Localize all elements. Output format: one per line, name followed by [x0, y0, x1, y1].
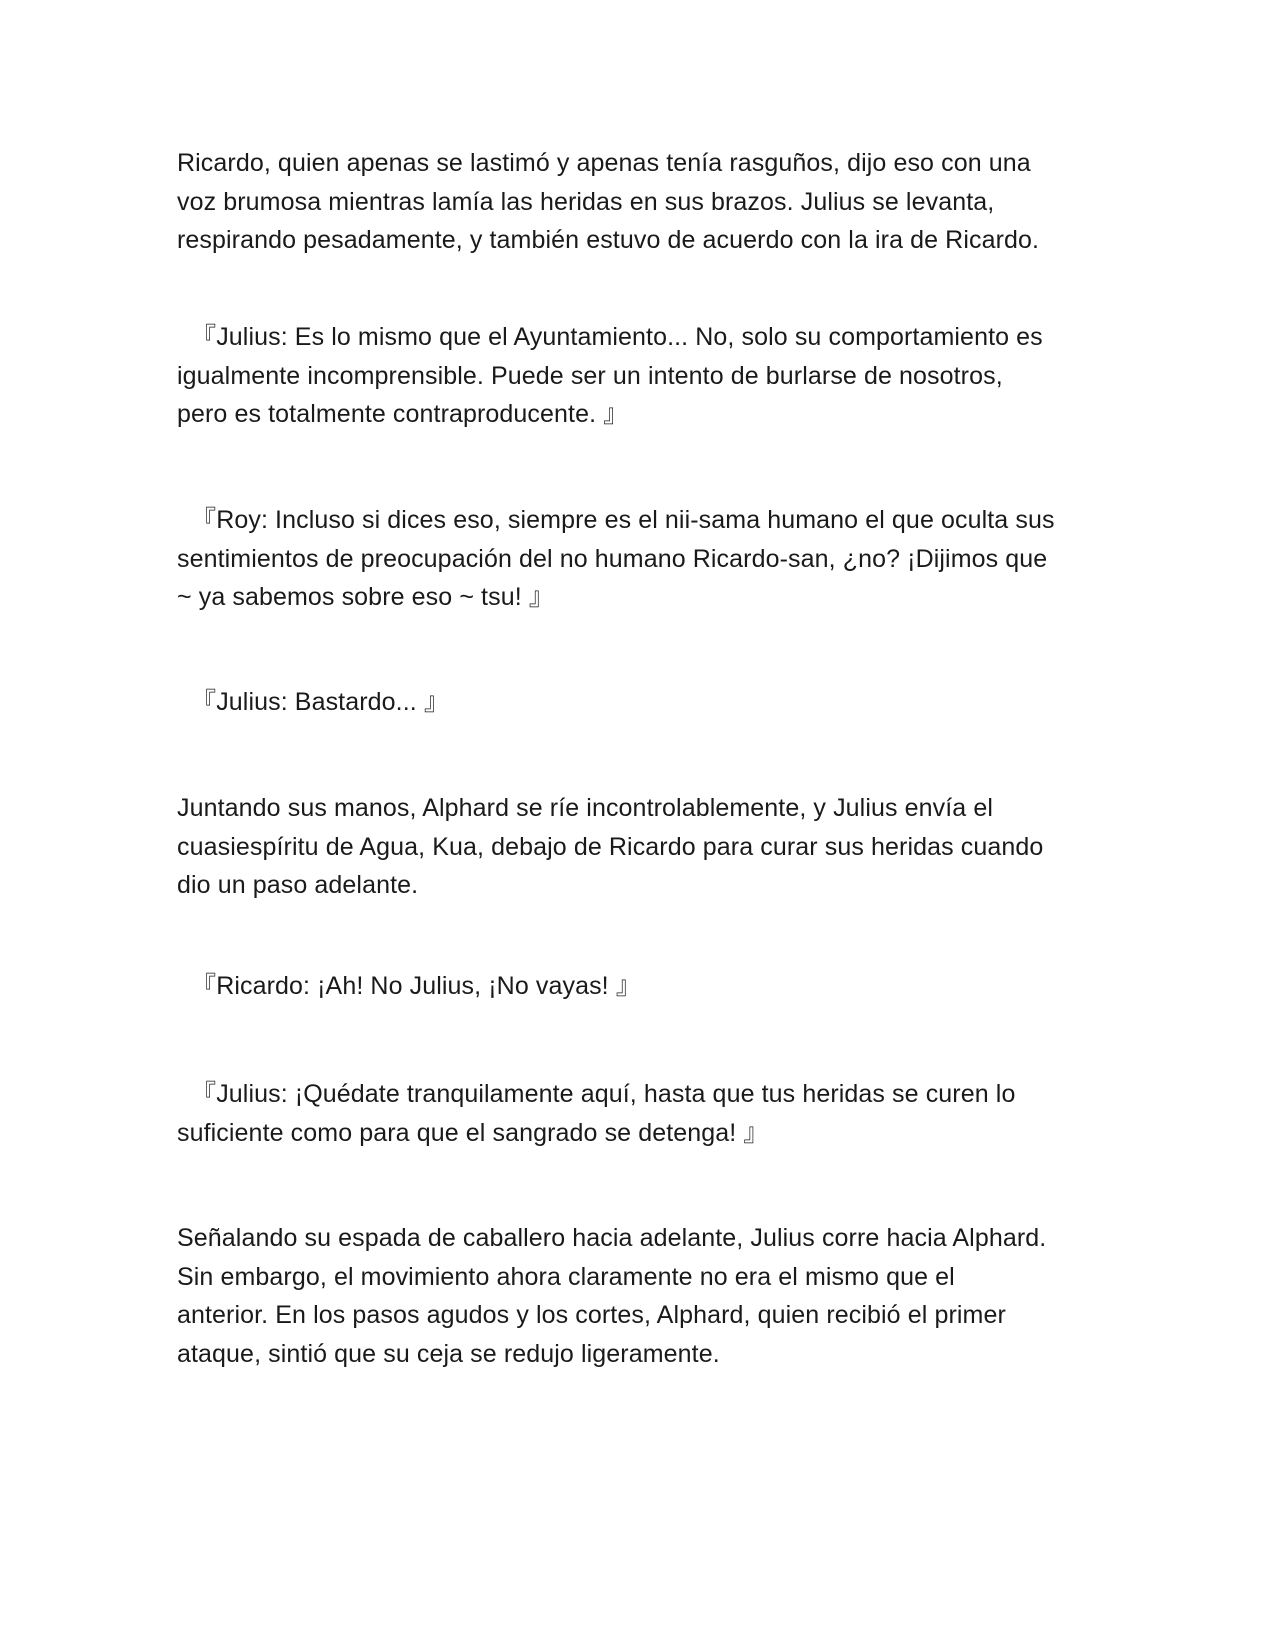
paragraph-narration-2: Juntando sus manos, Alphard se ríe incontrolablemente, y Julius envía el cuasiespíritu de Agua, Kua, debajo de Ricardo para curar sus heridas cuando dio un paso adelante.: [177, 794, 1044, 899]
dialogue-roy: 『Roy: Incluso si dices eso, siempre es el nii-sama humano el que oculta sus sentimientos de preocupación del no humano Ricardo-san, ¿no? ¡Dijimos que ~ ya sabemos sobre eso ~ tsu! 』: [177, 506, 1055, 611]
paragraph-narration-1: Ricardo, quien apenas se lastimó y apenas tenía rasguños, dijo eso con una voz brumosa mientras lamía las heridas en sus brazos. Julius se levanta, respirando pesadamente, y también estuvo de acuerdo con la ira de Ricardo.: [177, 149, 1040, 254]
dialogue-ricardo: 『Ricardo: ¡Ah! No Julius, ¡No vayas! 』: [177, 972, 641, 1000]
dialogue-julius-3: 『Julius: ¡Quédate tranquilamente aquí, hasta que tus heridas se curen lo suficiente como para que el sangrado se detenga! 』: [177, 1080, 1016, 1147]
dialogue-julius-2: 『Julius: Bastardo... 』: [177, 688, 449, 716]
dialogue-julius-1: 『Julius: Es lo mismo que el Ayuntamiento... No, solo su comportamiento es igualmente incomprensible. Puede ser un intento de burlarse de nosotros, pero es totalmente contraproducente. 』: [177, 323, 1043, 428]
paragraph-narration-3: Señalando su espada de caballero hacia adelante, Julius corre hacia Alphard. Sin embargo, el movimiento ahora claramente no era el mismo que el anterior. En los pasos agudos y los cortes, Alphard, quien recibió el primer ataque, sintió que su ceja se redujo ligeramente.: [177, 1224, 1047, 1368]
